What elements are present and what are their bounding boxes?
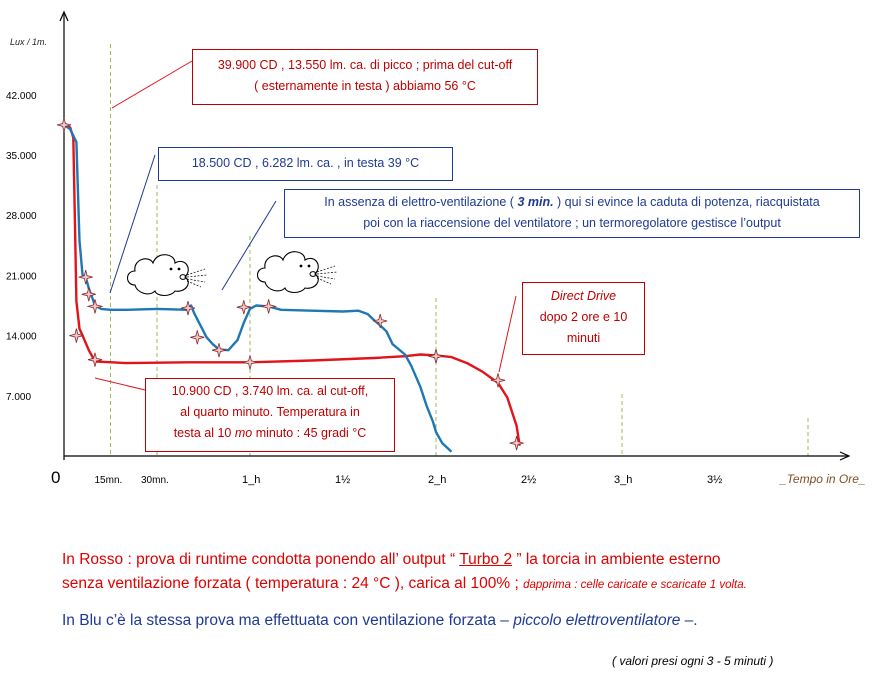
annotation-peak-line1: 39.900 CD , 13.550 lm. ca. di picco ; prima del cut-off [217,58,513,72]
text-emphasis: 3 min. [517,195,554,209]
annotation-cutoff-line2: al quarto minuto. Temperatura in [180,405,360,419]
y-tick-label: 7.000 [6,391,32,403]
annotation-direct-drive [522,282,645,355]
x-tick-label: 2½ [521,474,537,486]
x-tick-label: 3½ [707,474,723,486]
data-point-marker [57,118,71,132]
x-tick-labels [95,474,723,486]
data-point-marker [79,270,93,284]
y-tick-label: 21.000 [6,271,37,283]
text-segment: –. [680,612,698,629]
text-segment: minuto : 45 gradi °C [252,426,367,440]
connector-peak [112,61,192,108]
red-series-note [62,548,747,597]
text-small: dapprima : celle caricate e scaricate 1 volta. [523,579,747,591]
text-segment: testa al 10 [173,426,235,440]
text-segment: In assenza di elettro-ventilazione ( [324,195,518,209]
text-segment: In Rosso : prova di runtime condotta ponendo all’ output “ [62,551,460,568]
annotation-cutoff-line3 [146,423,394,444]
text-emphasis: piccolo elettroventilatore [513,612,681,629]
data-point-marker [243,355,257,369]
text-segment: senza ventilazione forzata ( temperatura : 24 °C ), carica al 100% ; [62,575,524,592]
text-segment: ” la torcia in ambiente esterno [512,551,721,568]
text-underlined: Turbo 2 [459,551,513,568]
x-tick-label: 2_h [428,474,447,486]
data-point-marker [262,299,276,313]
y-axis-title: Lux / 1m. [10,37,48,47]
data-point-marker [88,299,102,313]
data-point-marker [510,436,524,450]
annotation-cutoff-line1: 10.900 CD , 3.740 lm. ca. al cut-off, [171,384,369,398]
x-tick-label: 30mn. [141,475,169,486]
connector-direct-drive [499,296,516,372]
annotation-direct-drive-line2: minuti [566,331,601,345]
y-tick-labels [6,91,37,403]
connector-cutoff [95,378,145,390]
text-segment: In Blu c’è la stessa prova ma effettuata con ventilazione forzata – [62,612,514,629]
annotation-direct-drive-title: Direct Drive [550,289,617,303]
data-point-marker [373,314,387,328]
x-tick-label: 1½ [335,474,351,486]
x-tick-label: 15mn. [94,475,123,486]
y-tick-label: 28.000 [6,211,37,223]
annotation-cutoff [145,378,395,452]
annotation-peak [192,49,538,105]
annotation-peak-line2: ( esternamente in testa ) abbiamo 56 °C [254,79,476,93]
text-segment: ) qui si evince la caduta di potenza, riacquistata [553,195,820,209]
y-tick-label: 14.000 [6,331,37,343]
x-tick-label: 1_h [242,474,261,486]
annotation-direct-drive-line1: dopo 2 ore e 10 [539,310,628,324]
data-point-marker [491,373,505,387]
text-emphasis: mo [234,426,253,440]
annotation-ventilation [284,189,860,238]
red-note-line2 [62,572,747,597]
y-tick-label: 35.000 [6,151,37,162]
blowing-cloud-icon [128,255,208,296]
data-point-marker [190,330,204,344]
blowing-cloud-icon [258,252,338,293]
footnote: ( valori presi ogni 3 - 5 minuti ) [612,654,774,668]
x-tick-label: 3_h [614,474,633,486]
y-tick-label: 42.000 [6,90,37,102]
annotation-ventilation-line1 [285,192,859,213]
annotation-blue-steady: 18.500 CD , 6.282 lm. ca. , in testa 39 °C [158,147,453,181]
data-point-marker [429,349,443,363]
x-origin-label: 0 [51,468,61,487]
blue-series-note [62,612,698,630]
annotation-ventilation-line2: poi con la riaccensione del ventilatore ; un termoregolatore gestisce l’output [363,216,781,230]
red-note-line1 [62,548,747,572]
x-axis-title: _Tempo in Ore_ [780,472,866,486]
